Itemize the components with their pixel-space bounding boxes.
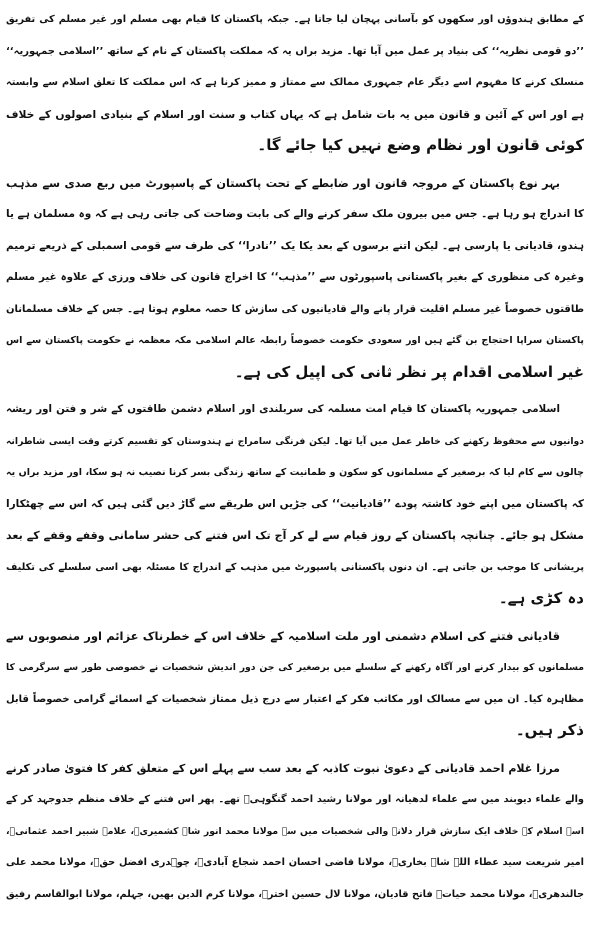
text-line: ’’دو قومی نظریہ‘‘ کی بنیاد پر عمل میں آیا تھا۔ مزید براں یہ کہ مملکت پاکستان کے نام کے ساتھ ’’اسلامی جمہوریہ‘‘ <box>6 45 584 57</box>
text-line: مظاہرہ کیا۔ ان میں سے مسالک اور مکاتب فکر کے اعتبار سے درج ذیل ممتاز شخصیات کے اسمائے گرامی خصوصاً قابل <box>6 693 584 705</box>
text-line: منسلک کرنے کا مفہوم اسے دیگر عام جمہوری ممالک سے ممتاز و ممیز کرنا ہے کہ اس مملکت کا تعلق اسلام سے وابستہ <box>6 77 584 88</box>
text-line: کوئی قانون اور نظام وضع نہیں کیا جائے گا۔ <box>257 136 584 154</box>
text-line: جالندھریؒ، مولانا محمد حیاتؒ فاتح قادیان، مولانا لال حسین اخترؒ، مولانا کرم الدین بھیں، جہلم، مولانا ابوالقاسم رفیق <box>6 888 584 900</box>
text-line: مسلمانوں کو بیدار کرنے اور آگاہ رکھنے کے سلسلے میں برصغیر کی جن دور اندیش شخصیات نے خصوصی طور سے سرگرمی کا <box>6 662 584 673</box>
paragraph-1 <box>6 4 584 162</box>
text-line: قادیانی فتنے کی اسلام دشمنی اور ملت اسلامیہ کے خلاف اس کے خطرناک عزائم اور منصوبوں سے <box>6 628 560 643</box>
text-line: کہ پاکستان میں اپنے خود کاشتہ پودے ’’قادیانیت‘‘ کی جڑیں اس طریقے سے گاڑ دیں گئی ہیں کہ اس سے چھٹکارا <box>6 497 584 510</box>
text-line: غیر اسلامی اقدام پر نظر ثانی کی اپیل کی ہے۔ <box>234 362 584 381</box>
text-line: وغیرہ کی منظوری کے بغیر پاکستانی پاسپورٹوں سے ’’مذہب‘‘ کا اخراج قانون کی خلاف ورزی کے علاوہ غیر مسلم <box>6 271 584 283</box>
text-line: دہ کڑی ہے۔ <box>498 589 584 607</box>
text-line: ہندو، قادیانی یا پارسی ہے۔ لیکن اتنے برسوں کے بعد یکا یک ’’نادرا‘‘ کی طرف سے قومی اسمبلی کے ذریعے ترمیم <box>6 239 584 252</box>
text-line: دوانیوں سے محفوظ رکھنے کی خاطر عمل میں آیا تھا۔ لیکن فرنگی سامراج نے ہندوستان کو تقسیم کرتے وقت ایسی شاطرانہ <box>6 435 584 447</box>
text-line: چالوں سے کام لیا کہ برصغیر کے مسلمانوں کو سکون و طمانیت کے ساتھ زندگی بسر کرنا نصیب نہ ہو سکا، اور مزید براں یہ <box>6 467 584 478</box>
paragraph-2 <box>6 168 584 389</box>
text-line: کا اندراج ہو رہا ہے۔ جس میں بیرون ملک سفر کرنے والے کی بابت وضاحت کی جاتی رہی ہے کہ وہ مسلمان ہے یا <box>6 208 584 220</box>
text-line: امیر شریعت سید عطاء اللہ شاہ بخاریؒ، مولانا قاضی احسان احمد شجاع آبادیؒ، چوہدری افضل حقؒ، مولانا محمد علی <box>6 857 584 868</box>
text-line: پاکستان سراپا احتجاج بن گئے ہیں اور سعودی حکومت خصوصاً رابطہ عالم اسلامی مکہ معظمہ نے حکومت پاکستان سے اس <box>6 335 584 346</box>
text-line: ہے اور اس کے آئین و قانون میں یہ بات شامل ہے کہ یہاں کتاب و سنت اور اسلام کے بنیادی اصولوں کے خلاف <box>6 107 584 121</box>
text-line: پریشانی کا موجب بن جاتی ہے۔ ان دنوں پاکستانی پاسپورٹ میں مذہب کے اندراج کا مسئلہ بھی اسی سلسلے کی تکلیف <box>6 561 584 573</box>
text-line: اسلامی جمہوریہ پاکستان کا قیام امت مسلمہ کی سربلندی اور اسلام دشمن طاقتوں کے شر و فتن اور ریشہ <box>6 403 560 415</box>
text-line: کے مطابق ہندوؤں اور سکھوں کو بآسانی پہچان لیا جاتا ہے۔ جبکہ پاکستان کا قیام بھی مسلم اور غیر مسلم کی تفریق <box>6 14 584 25</box>
text-line: مرزا غلام احمد قادیانی کے دعویٰ نبوت کاذبہ کے بعد سب سے پہلے اس کے متعلق کفر کا فتویٰ صادر کرنے <box>6 761 560 775</box>
paragraph-5 <box>6 753 584 911</box>
text-line: بہر نوع پاکستان کے مروجہ قانون اور ضابطے کے تحت پاکستان کے پاسپورٹ میں ربع صدی سے مذہب <box>6 176 560 190</box>
text-line: طاقتوں خصوصاً غیر مسلم اقلیت قرار پانے والے قادیانیوں کی سازش کا حصہ معلوم ہوتا ہے۔ جس کے خلاف مسلمانان <box>6 303 584 315</box>
text-line: والے علماء دیوبند میں سے علماء لدھیانہ اور مولانا رشید احمد گنگوہیؒ تھے۔ پھر اس فتنے کے خلاف منظم جدوجہد کر کے <box>6 794 584 805</box>
text-line: ذکر ہیں۔ <box>515 721 584 739</box>
paragraph-3 <box>6 394 584 615</box>
text-line: اسے اسلام کے خلاف ایک سازش قرار دلانے والی شخصیات میں سے مولانا محمد انور شاہ کشمیریؒ، علامہ شبیر احمد عثمانیؒ، <box>6 825 584 837</box>
paragraph-4 <box>6 621 584 747</box>
text-line: مشکل ہو جائے۔ چنانچہ پاکستان کے روز قیام سے لے کر آج تک اس فتنے کی حشر سامانی وقفے وقفے کے بعد <box>6 529 584 542</box>
